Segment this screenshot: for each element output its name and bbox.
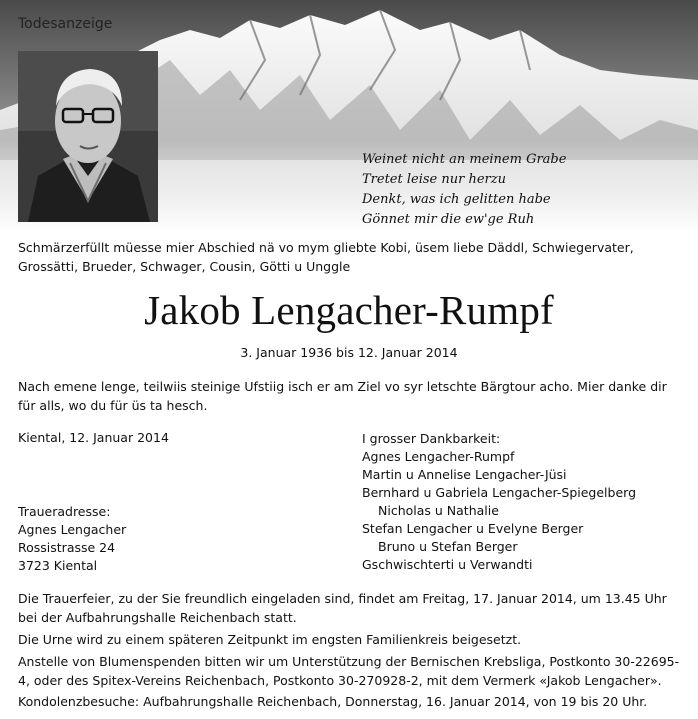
poem-line: Tretet leise nur herzu [362, 172, 506, 187]
urn-notice: Die Urne wird zu einem späteren Zeitpunkt im engsten Familienkreis beigesetzt. [18, 632, 522, 647]
farewell-message: Nach emene lenge, teilwiis steinige Ufstiig isch er am Ziel vo syr letschte Bärgtour acho. Mier danke dir für alls, wo du für üs ta hesch. [18, 379, 667, 413]
address-line: 3723 Kiental [18, 558, 98, 573]
deceased-name: Jakob Lengacher-Rumpf [144, 287, 554, 333]
mourner-line: Bernhard u Gabriela Lengacher-Spiegelberg [362, 485, 636, 500]
life-dates: 3. Januar 1936 bis 12. Januar 2014 [240, 345, 458, 360]
funeral-notice: Die Trauerfeier, zu der Sie freundlich eingeladen sind, findet am Freitag, 17. Januar 2014, um 13.45 Uhr bei der Aufbahrungshalle Reichenbach statt. [18, 591, 667, 625]
mourner-line: Nicholas u Nathalie [378, 503, 499, 518]
condolence-visits: Kondolenzbesuche: Aufbahrungshalle Reichenbach, Donnerstag, 16. Januar 2014, von 19 bis 20 Uhr. [18, 694, 648, 709]
intro-text: Schmärzerfüllt müesse mier Abschied nä vo mym gliebte Kobi, üsem liebe Däddl, Schwiegervater, Grossätti, Brueder, Schwager, Cousin, Götti u Unggle [18, 240, 634, 274]
address-line: Rossistrasse 24 [18, 540, 116, 555]
mountain-header [0, 0, 698, 232]
notice-type-label: Todesanzeige [18, 16, 113, 32]
donation-notice: Anstelle von Blumenspenden bitten wir um Unterstützung der Bernischen Krebsliga, Postkonto 30-22695-4, oder des Spitex-Vereins Reichenbach, Postkonto 30-270928-2, mit dem Vermerk «Jakob Lengacher». [18, 654, 680, 688]
mourner-line: Agnes Lengacher-Rumpf [362, 449, 515, 464]
mourner-line: Martin u Annelise Lengacher-Jüsi [362, 467, 567, 482]
mourners-title: I grosser Dankbarkeit: [362, 431, 501, 446]
deceased-portrait [18, 51, 158, 222]
mourners-list [362, 430, 636, 574]
mourner-line: Bruno u Stefan Berger [378, 539, 518, 554]
poem-line: Denkt, was ich gelitten habe [362, 192, 551, 207]
mourner-line: Stefan Lengacher u Evelyne Berger [362, 521, 584, 536]
portrait-photo [18, 51, 158, 222]
place-date: Kiental, 12. Januar 2014 [18, 430, 169, 445]
address-title: Traueradresse: [18, 504, 111, 519]
address-line: Agnes Lengacher [18, 522, 127, 537]
poem-line: Weinet nicht an meinem Grabe [362, 152, 567, 167]
mourner-line: Gschwischterti u Verwandti [362, 557, 533, 572]
mourning-address [18, 503, 126, 575]
poem-line: Gönnet mir die ew'ge Ruh [362, 212, 535, 227]
poem-verse [362, 150, 566, 230]
